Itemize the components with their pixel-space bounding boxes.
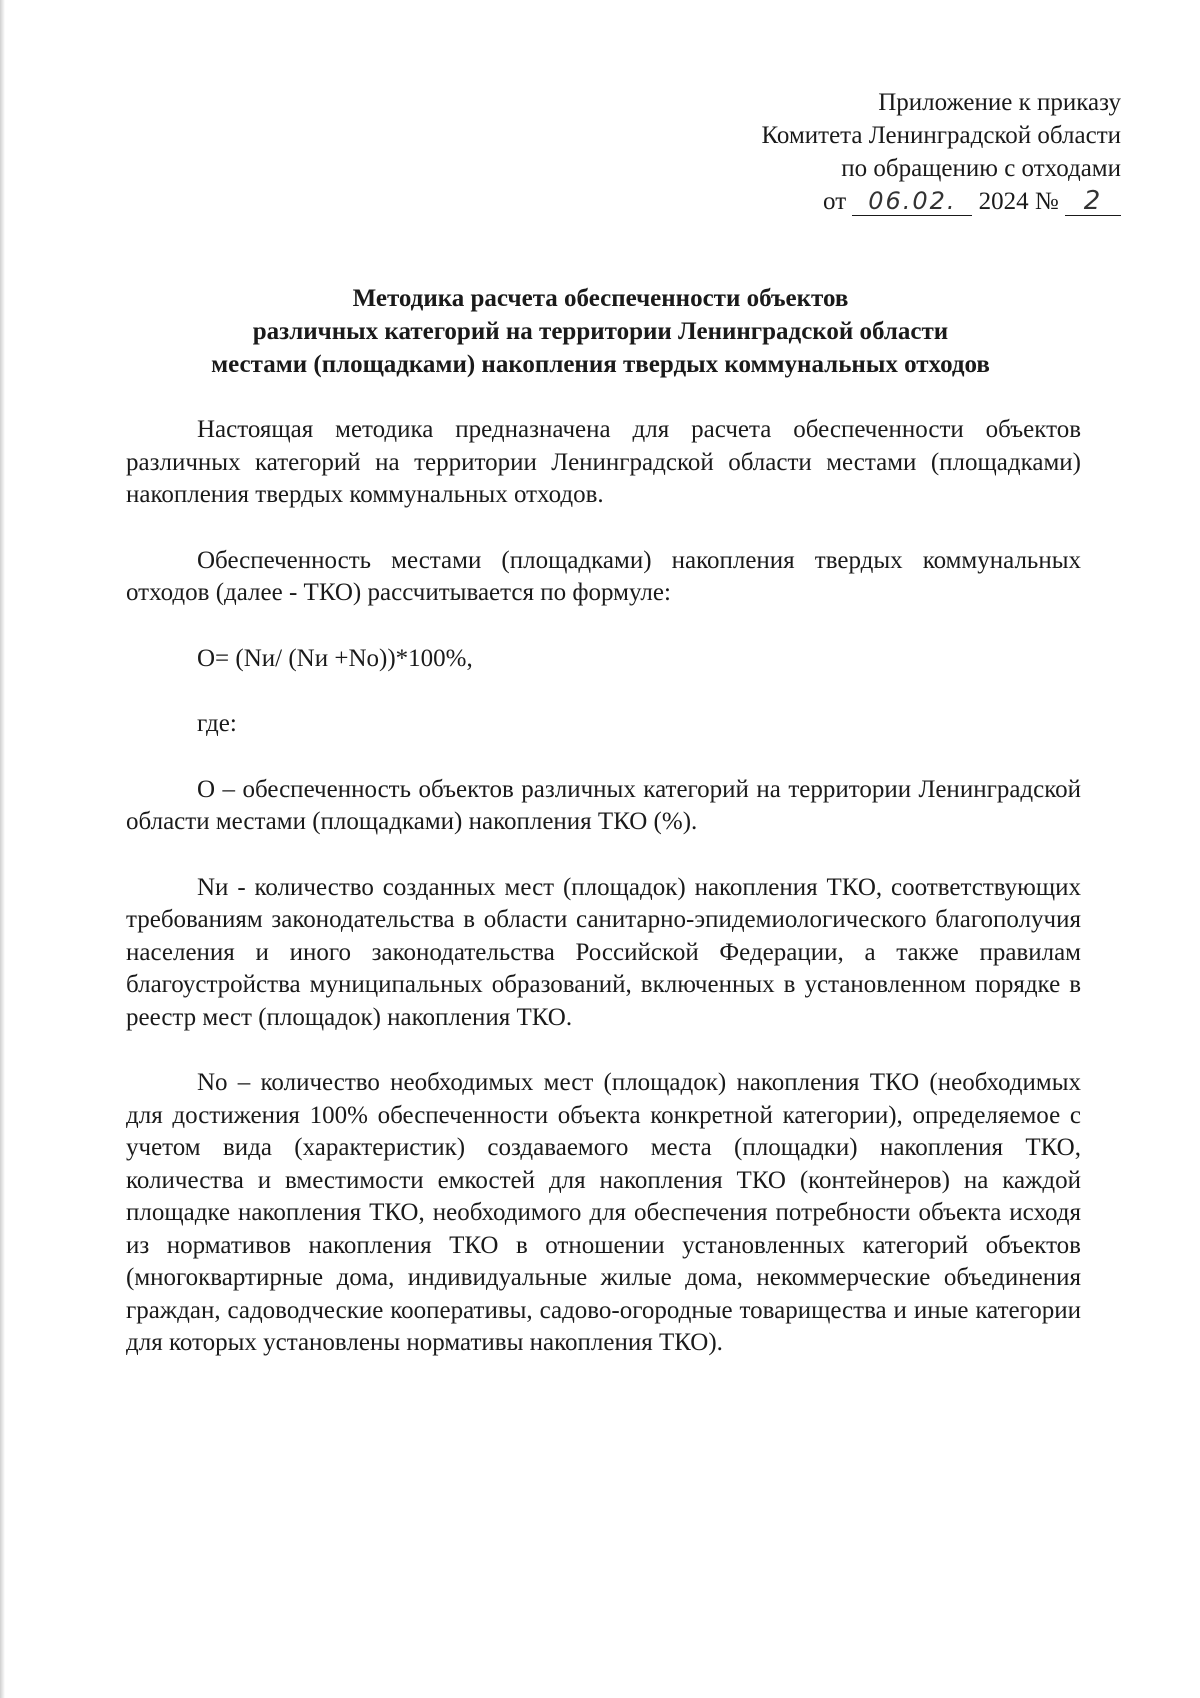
year-and-number-sign: 2024 № [978,188,1059,215]
intro-paragraph: Настоящая методика предназначена для расчета обеспеченности объектов различных категорий на территории Ленинградской области местами (площадками) накопления твердых коммунальных отходов. [126,416,1081,508]
date-prefix: от [823,188,847,215]
document-body [126,414,1081,1360]
formula-intro-paragraph: Обеспеченность местами (площадками) накопления твердых коммунальных отходов (далее - ТКО) рассчитывается по формуле: [126,546,1081,606]
title-line-1: Методика расчета обеспеченности объектов [352,285,849,312]
definition-ni: Nи - количество созданных мест (площадок) накопления ТКО, соответствующих требованиям законодательства в области санитарно-эпидемиологического благополучия населения и иного законодательства Российской Федерации, а также правилам благоустройства муниципальных образований, включенных в установленном порядке в реестр мест (площадок) накопления ТКО. [126,873,1081,1031]
document-title [120,282,1081,381]
handwritten-date: 06.02. [852,187,972,216]
handwritten-order-number: 2 [1065,187,1121,216]
appendix-line-2: Комитета Ленинградской области [761,122,1121,149]
formula: О= (Nи/ (Nи +Nо))*100%, [197,644,473,672]
title-line-3: местами (площадками) накопления твердых коммунальных отходов [211,351,990,378]
where-label: где: [197,710,237,737]
definition-o: О – обеспеченность объектов различных категорий на территории Ленинградской области местами (площадками) накопления ТКО (%). [126,775,1081,835]
scan-edge [0,0,5,1698]
appendix-date-line [601,185,1121,218]
title-line-2: различных категорий на территории Ленинградской области [252,318,949,345]
appendix-line-1: Приложение к приказу [878,89,1121,116]
appendix-line-3: по обращению с отходами [841,155,1121,182]
appendix-header [601,86,1121,218]
definition-no: Nо – количество необходимых мест (площадок) накопления ТКО (необходимых для достижения 100% обеспеченности объекта конкретной категории), определяемое с учетом вида (характеристик) создаваемого места (площадки) накопления ТКО, количества и вместимости емкостей для накопления ТКО (контейнеров) на каждой площадке накопления ТКО, необходимого для обеспечения потребности объекта исходя из нормативов накопления ТКО в отношении установленных категорий объектов (многоквартирные дома, индивидуальные жилые дома, некоммерческие объединения граждан, садоводческие кооперативы, садово-огородные товарищества и иные категории для которых установлены нормативы накопления ТКО). [126,1069,1081,1356]
